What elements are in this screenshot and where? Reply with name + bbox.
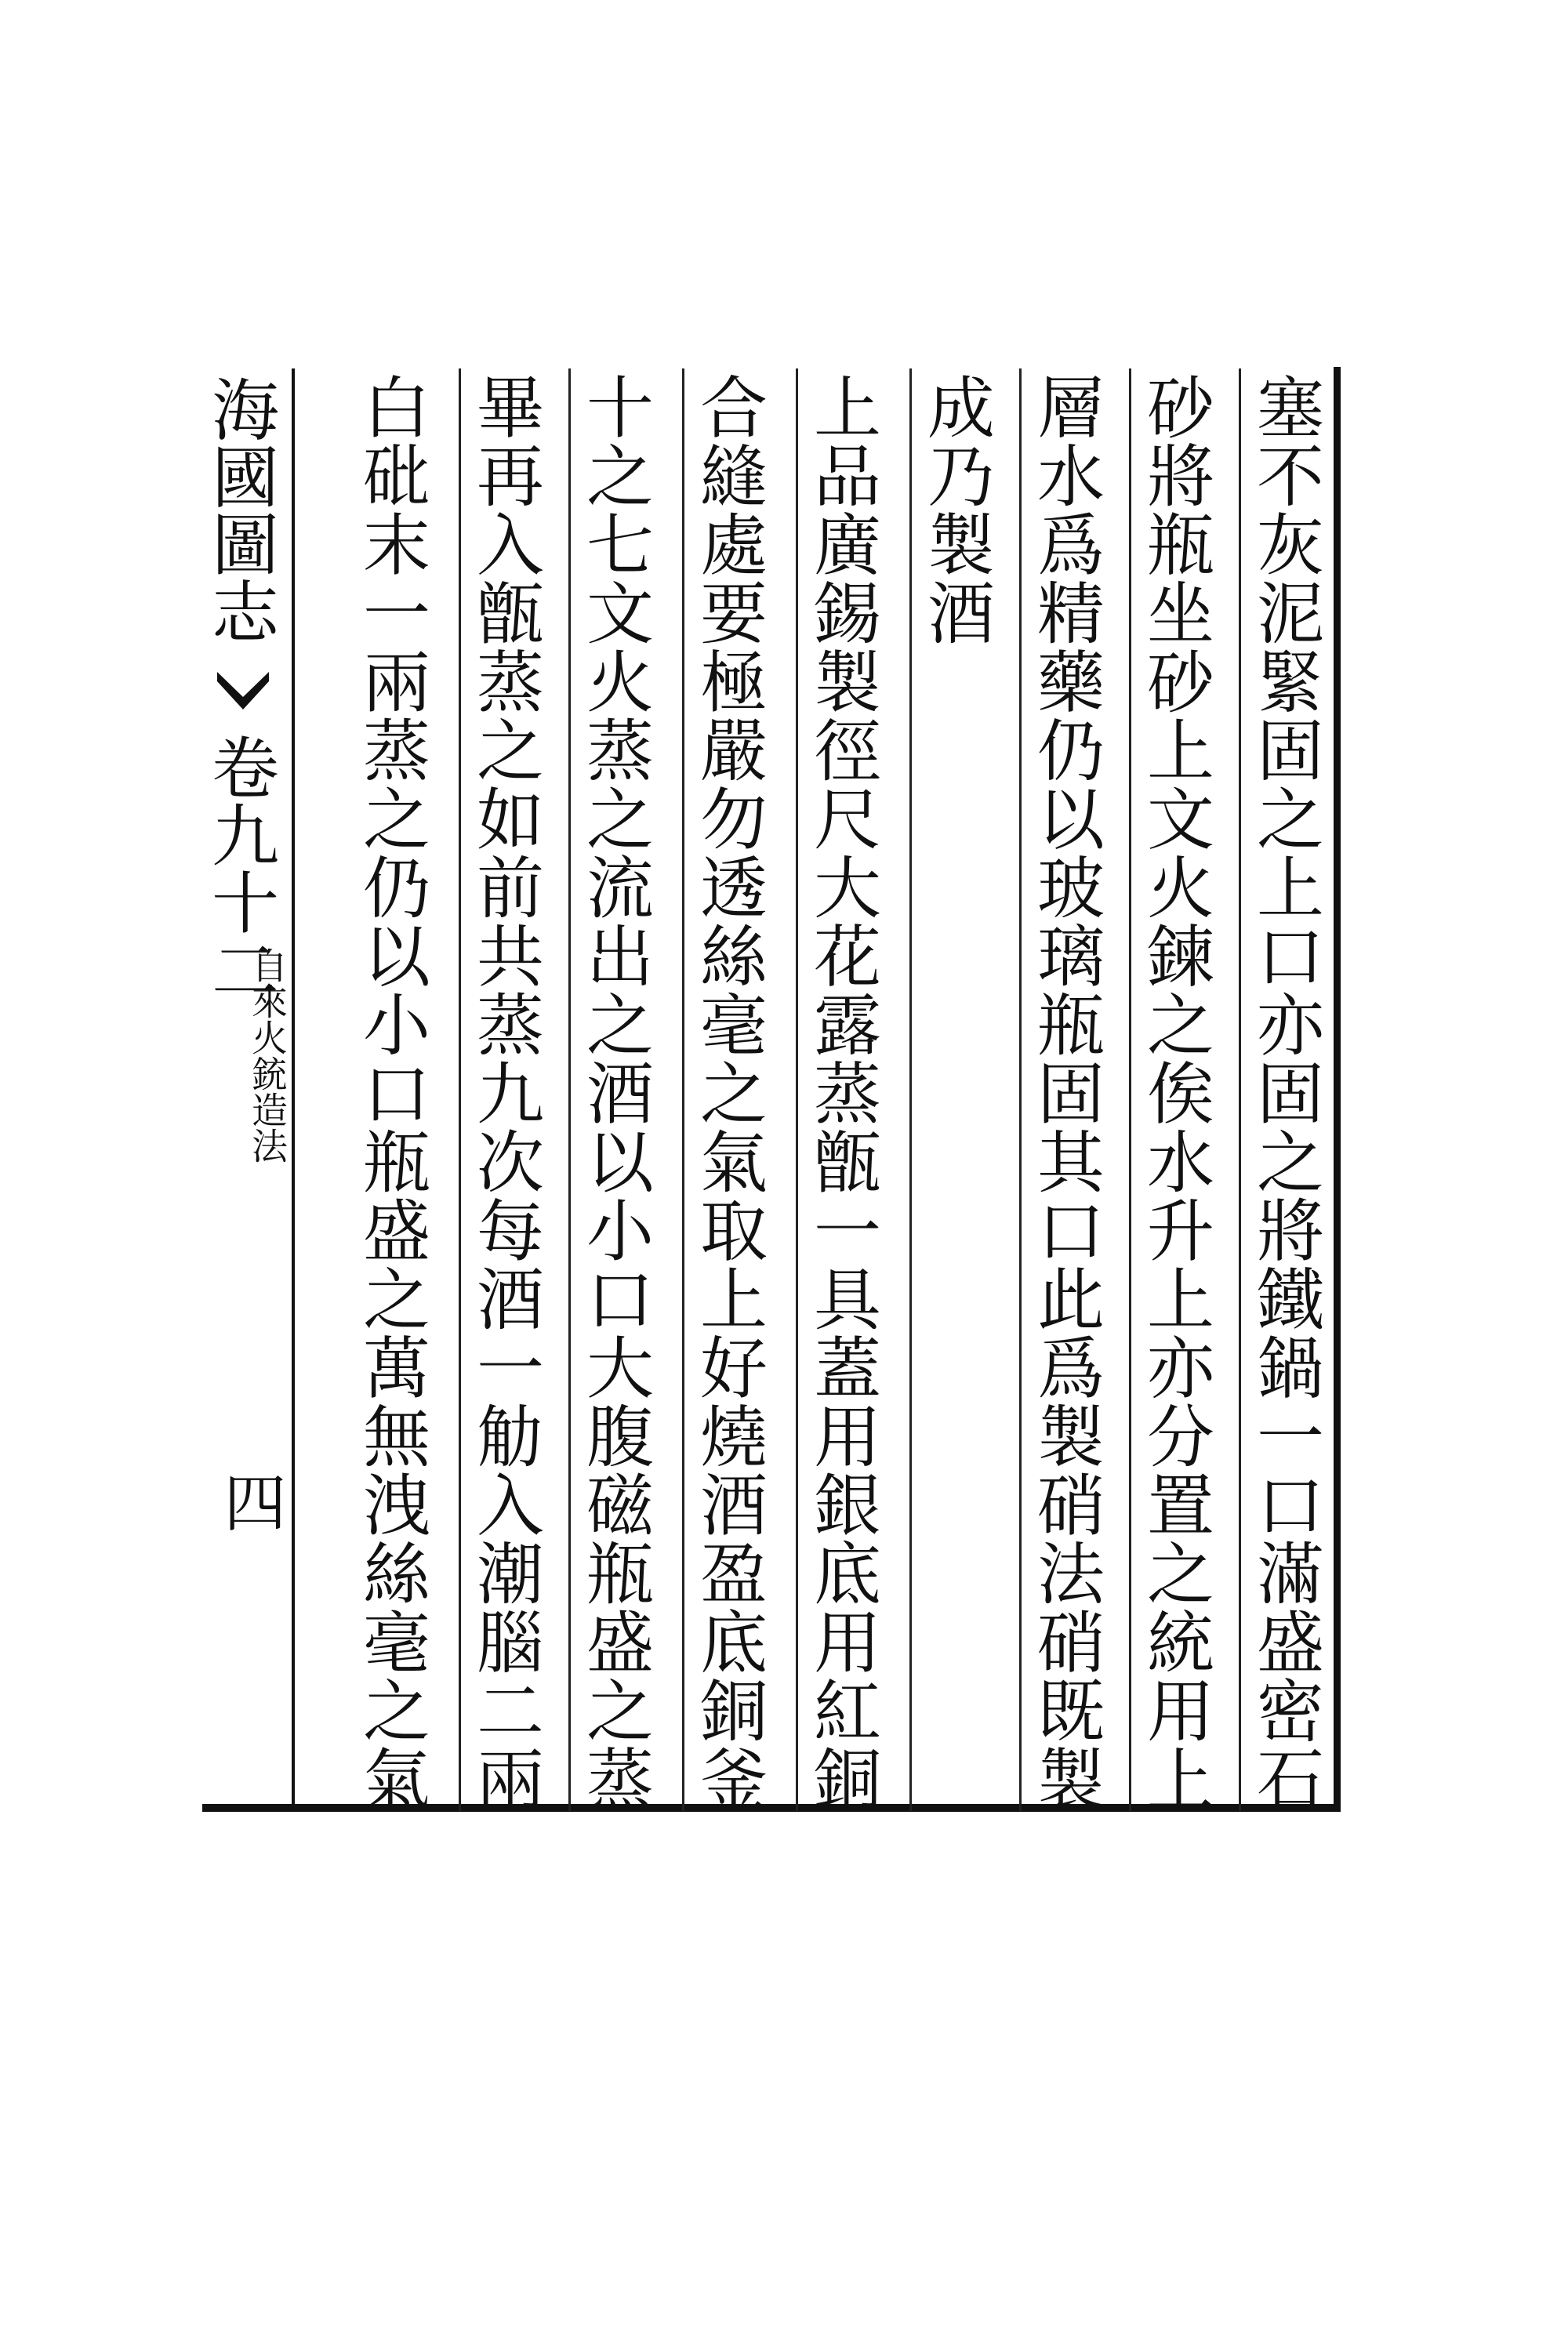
column-rule — [1129, 368, 1131, 1811]
column-rule — [1019, 368, 1022, 1811]
column-rule — [796, 368, 798, 1811]
column-rule — [682, 368, 684, 1811]
column-rule — [459, 368, 461, 1811]
text-column-6: 合縫處要極嚴勿透絲毫之氣取上好燒酒盈底銅釜 — [688, 372, 767, 1813]
text-column-4: 成乃製酒 — [916, 372, 994, 647]
text-column-5: 上品廣錫製徑尺大花露蒸甑一具蓋用銀底用紅銅 — [802, 372, 880, 1813]
fish-tail-mark — [216, 670, 270, 711]
page-number: 四 — [213, 1470, 286, 1533]
text-column-1: 塞不灰泥緊固之上口亦固之將鐵鍋一口滿盛密石 — [1245, 372, 1323, 1813]
text-column-2: 砂將瓶坐砂上文火鍊之俟水升上亦分置之統用上 — [1135, 372, 1214, 1813]
section-title: 自來火銃造法 — [246, 947, 289, 1163]
volume-label: 卷九十二 — [200, 733, 278, 1003]
text-column-7: 十之七文火蒸之流出之酒以小口大腹磁瓶盛之蒸 — [575, 372, 653, 1813]
text-column-3: 層水爲精藥仍以玻璃瓶固其口此爲製硝法硝既製 — [1025, 372, 1104, 1813]
text-column-9: 白砒末一兩蒸之仍以小口瓶盛之萬無洩絲毫之氣 — [351, 372, 430, 1813]
column-rule — [909, 368, 912, 1811]
text-column-8: 畢再入甑蒸之如前共蒸九次每酒一觔入潮腦二兩 — [465, 372, 543, 1813]
column-rule — [1239, 368, 1241, 1811]
margin-rule — [292, 368, 295, 1811]
book-title: 海國圖志 — [200, 375, 278, 644]
column-rule — [568, 368, 571, 1811]
